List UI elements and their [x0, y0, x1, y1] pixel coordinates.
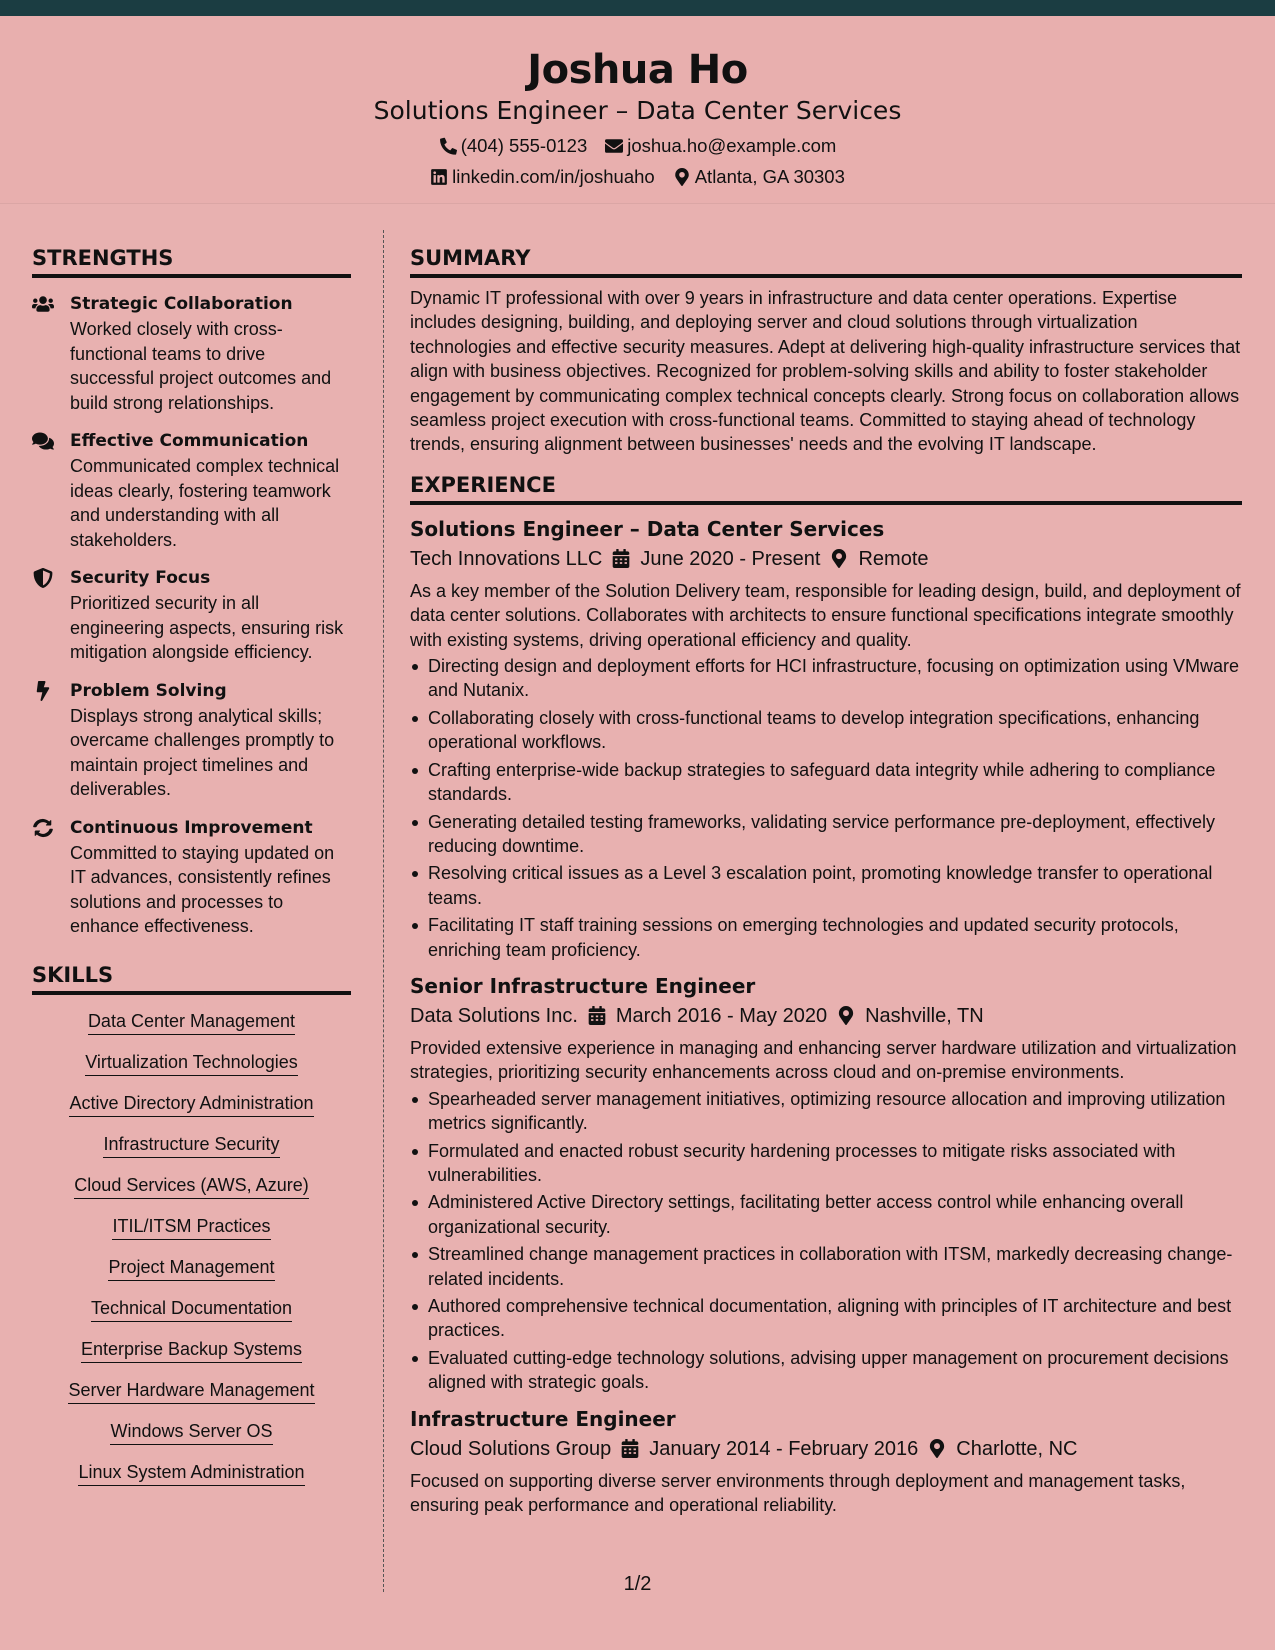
- bullet-item: Formulated and enacted robust security hardening processes to mitigate risks associated with vulnerabilities.: [410, 1139, 1242, 1188]
- job-title: Infrastructure Engineer: [410, 1406, 676, 1431]
- linkedin-text: linkedin.com/in/joshuaho: [452, 166, 655, 187]
- email-contact[interactable]: [605, 134, 836, 158]
- bullet-item: Spearheaded server management initiatives, optimizing resource allocation and improving utilization metrics significantly.: [410, 1087, 1242, 1136]
- strengths-list: [32, 292, 351, 939]
- job-title: Solutions Engineer – Data Center Services: [410, 516, 885, 541]
- skill-item: Linux System Administration: [78, 1460, 304, 1486]
- left-column: [32, 244, 351, 1501]
- job-meta: [410, 1002, 1242, 1030]
- skill-item: Windows Server OS: [110, 1419, 272, 1445]
- strength-item: [32, 679, 351, 802]
- location-text: Atlanta, GA 30303: [694, 166, 845, 187]
- strength-desc: Prioritized security in all engineering aspects, ensuring risk mitigation alongside efficiency.: [70, 593, 344, 662]
- calendar-icon: [588, 1006, 606, 1025]
- skill-item: Cloud Services (AWS, Azure): [74, 1173, 308, 1199]
- skill-item: Technical Documentation: [91, 1296, 292, 1322]
- job-description: Focused on supporting diverse server environments through deployment and management tasks, ensuring peak performance and operational reliability.: [410, 1470, 1186, 1516]
- location-contact: [673, 165, 845, 189]
- candidate-title: Solutions Engineer – Data Center Services: [373, 96, 902, 125]
- job-entry: [410, 1405, 1242, 1518]
- strength-name: Effective Communication: [70, 431, 309, 451]
- linkedin-icon: [430, 168, 448, 186]
- bullet-item: Facilitating IT staff training sessions on emerging technologies and updated security protocols, enriching team proficiency.: [410, 913, 1242, 962]
- strength-item: [32, 566, 351, 665]
- bolt-icon: [32, 681, 54, 701]
- map-marker-icon: [673, 168, 691, 186]
- calendar-icon: [612, 549, 630, 568]
- job-location: Nashville, TN: [865, 1004, 984, 1027]
- top-accent-bar: [0, 0, 1275, 16]
- users-icon: [32, 294, 54, 314]
- email-text: joshua.ho@example.com: [627, 135, 837, 156]
- phone-contact: [439, 134, 588, 158]
- strength-name: Strategic Collaboration: [70, 294, 293, 314]
- sync-icon: [32, 818, 54, 838]
- bullet-item: Streamlined change management practices in collaboration with ITSM, markedly decreasing change-related incidents.: [410, 1242, 1242, 1291]
- skill-item: Enterprise Backup Systems: [81, 1337, 302, 1363]
- strength-item: [32, 816, 351, 939]
- shield-icon: [32, 568, 54, 588]
- strength-name: Problem Solving: [70, 680, 227, 701]
- bullet-item: Resolving critical issues as a Level 3 escalation point, promoting knowledge transfer to operational teams.: [410, 861, 1242, 910]
- map-marker-icon: [928, 1439, 946, 1458]
- job-company: Cloud Solutions Group: [410, 1437, 612, 1460]
- job-meta: [410, 545, 1242, 573]
- phone-icon: [439, 137, 457, 155]
- job-meta: [410, 1435, 1242, 1463]
- job-bullets: [410, 654, 1242, 962]
- job-description: Provided extensive experience in managing and enhancing server hardware utilization and virtualization strategies, prioritizing security enhancements across cloud and on-premise environments.: [410, 1037, 1237, 1083]
- strengths-heading: STRENGTHS: [32, 244, 351, 278]
- skill-item: Virtualization Technologies: [85, 1050, 297, 1076]
- page-number: 1/2: [623, 1573, 652, 1595]
- skill-item: Infrastructure Security: [103, 1132, 279, 1158]
- job-company: Data Solutions Inc.: [410, 1004, 578, 1027]
- strength-desc: Committed to staying updated on IT advances, consistently refines solutions and processes to enhance effectiveness.: [70, 842, 335, 936]
- column-divider: [383, 230, 384, 1592]
- job-dates: June 2020 - Present: [640, 547, 821, 570]
- skill-item: Active Directory Administration: [69, 1091, 313, 1117]
- experience-heading: EXPERIENCE: [410, 471, 1242, 505]
- strength-name: Security Focus: [70, 568, 211, 588]
- resume-header: [0, 16, 1275, 204]
- bullet-item: Crafting enterprise-wide backup strategies to safeguard data integrity while adhering to compliance standards.: [410, 758, 1242, 807]
- skills-list: [32, 1009, 351, 1486]
- strength-item: [32, 292, 351, 415]
- job-location: Remote: [858, 547, 929, 570]
- job-dates: March 2016 - May 2020: [615, 1004, 828, 1027]
- bullet-item: Directing design and deployment efforts for HCI infrastructure, focusing on optimization using VMware and Nutanix.: [410, 654, 1242, 703]
- strength-name: Continuous Improvement: [70, 817, 313, 838]
- bullet-item: Evaluated cutting-edge technology solutions, advising upper management on procurement decisions aligned with strategic goals.: [410, 1346, 1242, 1395]
- contact-row-2: [0, 165, 1275, 189]
- envelope-icon: [605, 137, 623, 155]
- job-dates: January 2014 - February 2016: [649, 1437, 919, 1460]
- strength-desc: Displays strong analytical skills; overcame challenges promptly to maintain project timelines and deliverables.: [70, 705, 335, 799]
- job-bullets: [410, 1087, 1242, 1395]
- bullet-item: Collaborating closely with cross-functional teams to develop integration specifications, enhancing operational workflows.: [410, 706, 1242, 755]
- skill-item: ITIL/ITSM Practices: [112, 1214, 270, 1240]
- bullet-item: Administered Active Directory settings, facilitating better access control while enhancing overall organizational security.: [410, 1190, 1242, 1239]
- linkedin-contact[interactable]: [430, 165, 655, 189]
- job-location: Charlotte, NC: [956, 1437, 1078, 1460]
- skills-heading: SKILLS: [32, 961, 351, 995]
- strength-desc: Worked closely with cross-functional teams to drive successful project outcomes and build strong relationships.: [70, 319, 332, 413]
- calendar-icon: [621, 1439, 639, 1458]
- skill-item: Server Hardware Management: [68, 1378, 314, 1404]
- job-title: Senior Infrastructure Engineer: [410, 973, 756, 998]
- bullet-item: Authored comprehensive technical documentation, aligning with principles of IT architecture and best practices.: [410, 1294, 1242, 1343]
- bullet-item: Generating detailed testing frameworks, validating service performance pre-deployment, effectively reducing downtime.: [410, 810, 1242, 859]
- summary-text: Dynamic IT professional with over 9 years in infrastructure and data center operations. Expertise includes designing, building, and deploying server and cloud solutions through virtualization technologies and effective security measures. Adept at delivering high-quality infrastructure services that align with business objectives. Recognized for problem-solving skills and ability to foster stakeholder engagement by communicating complex technical concepts clearly. Strong focus on collaboration allows seamless project execution with cross-functional teams. Committed to staying ahead of technology trends, ensuring alignment between businesses' needs and the evolving IT landscape.: [410, 288, 1241, 455]
- job-entry: [410, 972, 1242, 1395]
- phone-text: (404) 555-0123: [460, 135, 588, 156]
- right-column: [410, 244, 1242, 1517]
- candidate-name: Joshua Ho: [527, 47, 748, 93]
- summary-heading: SUMMARY: [410, 244, 1242, 278]
- job-entry: [410, 515, 1242, 962]
- map-marker-icon: [837, 1006, 855, 1025]
- job-description: As a key member of the Solution Delivery team, responsible for leading design, build, and deployment of data center solutions. Collaborates with architects to ensure functional specifications integrate smoothly with existing systems, driving operational efficiency and quality.: [410, 580, 1241, 650]
- skill-item: Project Management: [108, 1255, 274, 1281]
- map-marker-icon: [830, 549, 848, 568]
- skill-item: Data Center Management: [88, 1009, 295, 1035]
- strength-item: [32, 429, 351, 552]
- contact-row-1: [0, 134, 1275, 158]
- comments-icon: [32, 431, 54, 451]
- strength-desc: Communicated complex technical ideas clearly, fostering teamwork and understanding with all stakeholders.: [70, 456, 340, 550]
- job-company: Tech Innovations LLC: [410, 547, 603, 570]
